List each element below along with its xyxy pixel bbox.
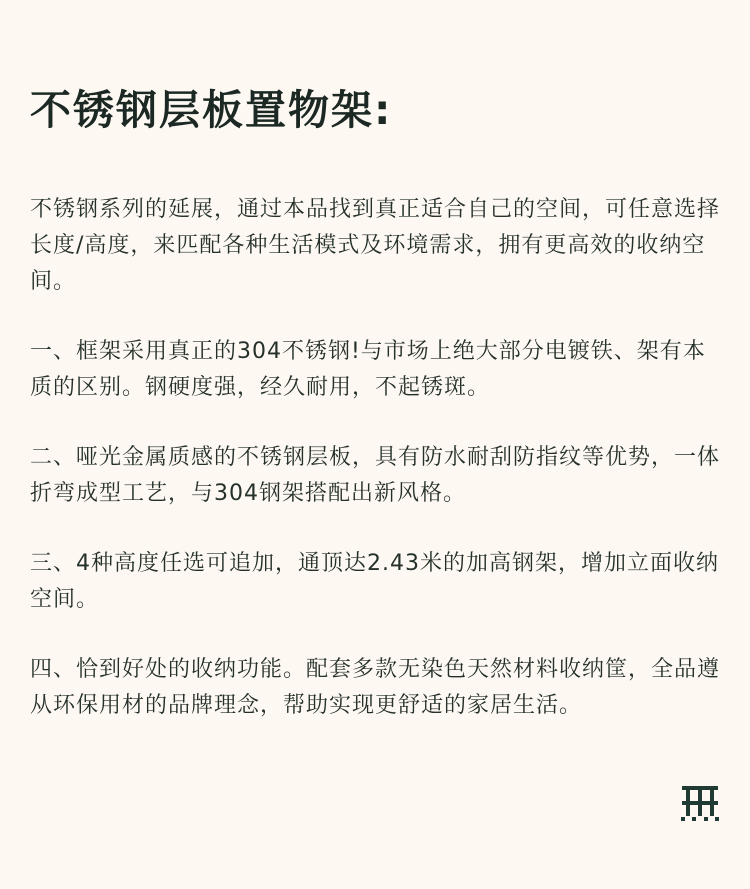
feature-paragraph-2: 二、哑光金属质感的不锈钢层板，具有防水耐刮防指纹等优势，一体折弯成型工艺，与304钢架搭配出新风格。: [30, 445, 721, 506]
shelf-logo-icon: [680, 784, 720, 822]
feature-paragraph-3: 三、4种高度任选可追加，通顶达2.43米的加高钢架，增加立面收纳空间。: [30, 551, 719, 612]
page-title: 不锈钢层板置物架:: [30, 86, 393, 134]
feature-paragraph-1: 一、框架采用真正的304不锈钢!与市场上绝大部分电镀铁、架有本质的区别。钢硬度强，经久耐用，不起锈斑。: [30, 339, 706, 400]
description-body: [30, 192, 722, 758]
feature-paragraph-4: 四、恰到好处的收纳功能。配套多款无染色天然材料收纳筐，全品遵从环保用材的品牌理念，帮助实现更舒适的家居生活。: [30, 657, 721, 718]
intro-paragraph: 不锈钢系列的延展，通过本品找到真正适合自己的空间，可任意选择长度/高度，来匹配各种生活模式及环境需求，拥有更高效的收纳空间。: [30, 197, 721, 294]
